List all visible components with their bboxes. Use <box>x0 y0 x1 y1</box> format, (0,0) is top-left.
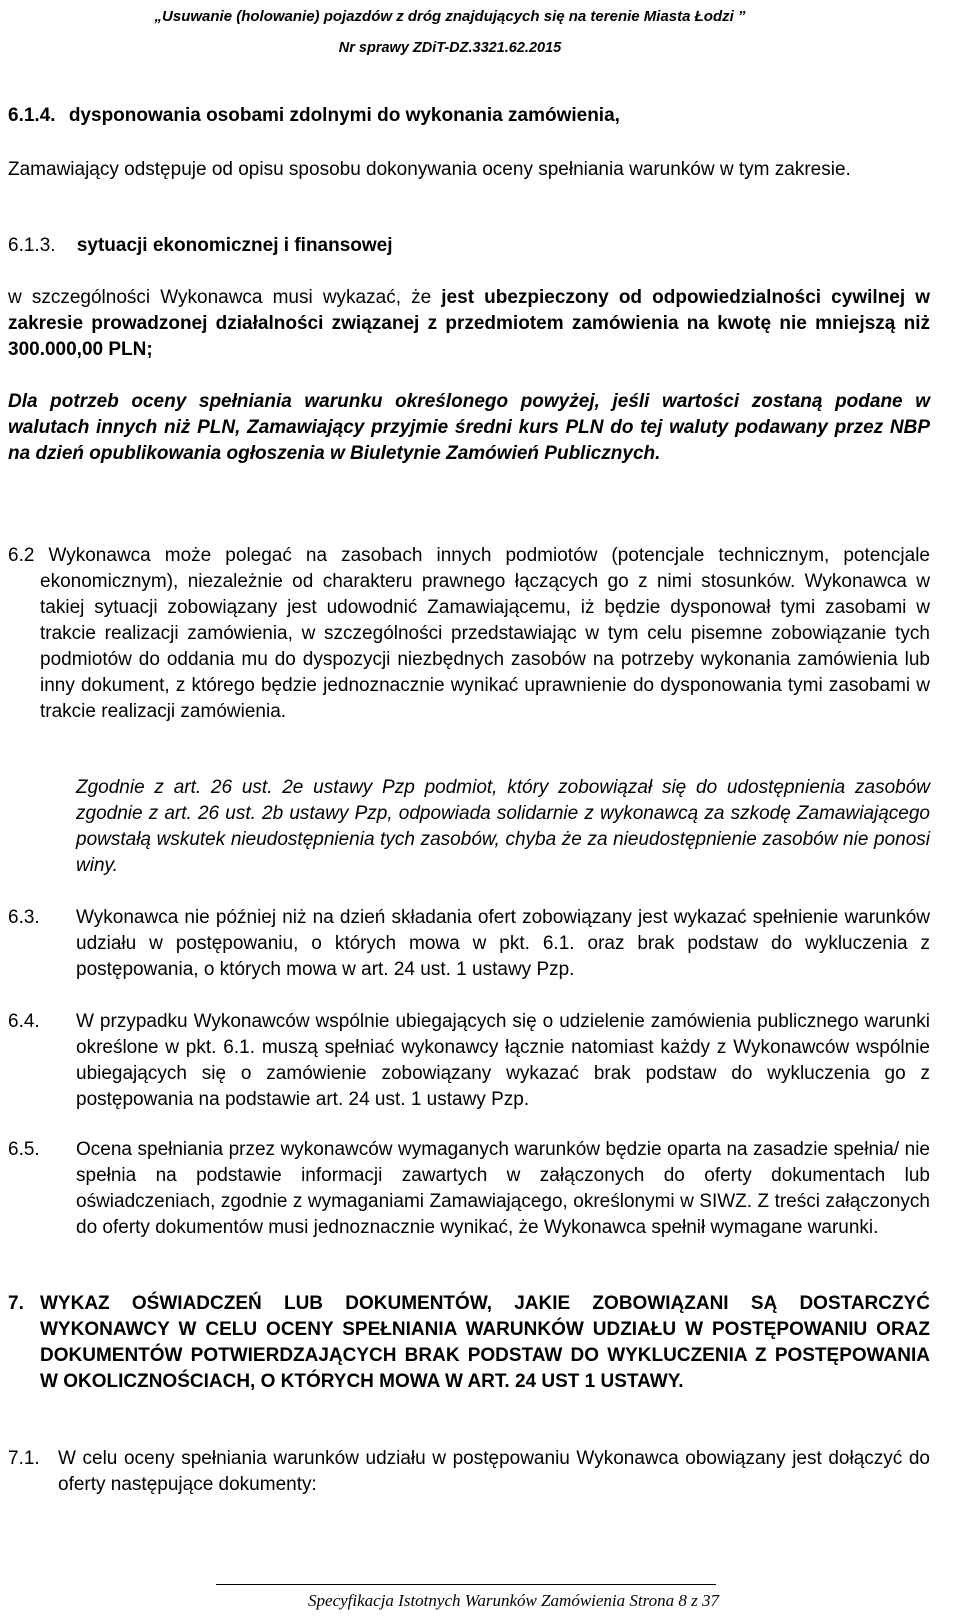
footer-label: Specyfikacja Istotnych Warunków Zamówienia Strona <box>308 1591 679 1610</box>
currency-note: Dla potrzeb oceny spełniania warunku określonego powyżej, jeśli wartości zostaną podane w walutach innych niż PLN, Zamawiający przyjmie średni kurs PLN do tej waluty podawany przez NBP na dzień opublikowania ogłoszenia w Biuletynie Zamówień Publicznych. <box>8 391 930 464</box>
footer-page-total: 37 <box>702 1591 719 1610</box>
section-7-1-number: 7.1. <box>8 1448 40 1469</box>
section-7-heading: WYKAZ OŚWIADCZEŃ LUB DOKUMENTÓW, JAKIE ZOBOWIĄZANI SĄ DOSTARCZYĆ WYKONAWCY W CELU OCENY SPEŁNIANIA WARUNKÓW UDZIAŁU W POSTĘPOWANIU ORAZ DOKUMENTÓW POTWIERDZAJĄCYCH BRAK PODSTAW DO WYKLUCZENIA Z POSTĘPOWANIA W OKOLICZNOŚCIACH, O KTÓRYCH MOWA W ART. 24 UST 1 USTAWY. <box>40 1293 930 1392</box>
page-footer <box>0 1590 960 1612</box>
section-7-number: 7. <box>8 1293 24 1314</box>
section-heading-text: dysponowania osobami zdolnymi do wykonania zamówienia, <box>68 105 620 126</box>
section-6-3-text: Wykonawca nie później niż na dzień składania ofert zobowiązany jest wykazać spełnienie warunków udziału w postępowaniu, o których mowa w pkt. 6.1. oraz brak podstaw do wykluczenia z postępowania, o których mowa w art. 24 ust. 1 ustawy Pzp. <box>76 907 930 980</box>
footer-page-number: 8 <box>678 1591 687 1610</box>
footer-divider <box>216 1584 716 1585</box>
section-6-2-text: 6.2 Wykonawca może polegać na zasobach innych podmiotów (potencjale technicznym, potencjale ekonomicznym), niezależnie od charakteru prawnego łączących go z nimi stosunków. Wykonawca w takiej sytuacji zobowiązany jest udowodnić Zamawiającemu, iż będzie dysponował tymi zasobami w trakcie realizacji zamówienia, w szczególności przedstawiając w tym celu pisemne zobowiązanie tych podmiotów do oddania mu do dyspozycji niezbędnych zasobów na potrzeby wykonania zamówienia lub inny dokument, z którego będzie jednoznacznie wynikać uprawnienie do dysponowania tymi zasobami w trakcie realizacji zamówienia. <box>8 545 930 722</box>
section-heading-text: sytuacji ekonomicznej i finansowej <box>76 235 393 256</box>
section-6-2 <box>8 543 930 725</box>
section-6-1-3-body <box>8 285 930 363</box>
section-6-3-number: 6.3. <box>8 907 40 928</box>
header-title: „Usuwanie (holowanie) pojazdów z dróg znajdujących się na terenie Miasta Łodzi ” <box>154 8 746 25</box>
footer-of: z <box>686 1591 702 1610</box>
section-number: 6.1.4. <box>8 105 56 126</box>
section-6-4-text: W przypadku Wykonawców wspólnie ubiegających się o udzielenie zamówienia publicznego warunki określone w pkt. 6.1. muszą spełniać wykonawcy łącznie natomiast każdy z Wykonawców wspólnie ubiegających się o zamówienie zobowiązany wykazać brak podstaw do wykluczenia go z postępowania na podstawie art. 24 ust. 1 ustawy Pzp. <box>76 1011 930 1110</box>
section-6-2-note: Zgodnie z art. 26 ust. 2e ustawy Pzp podmiot, który zobowiązał się do udostępnienia zasobów zgodnie z art. 26 ust. 2b ustawy Pzp, odpowiada solidarnie z wykonawcą za szkodę Zamawiającego powstałą wskutek nieudostępnienia tych zasobów, chyba że za nieudostępnienie zasobów nie ponosi winy. <box>76 777 930 876</box>
header-case-number: Nr sprawy ZDiT-DZ.3321.62.2015 <box>338 40 562 56</box>
section-6-1-3-heading <box>8 233 938 259</box>
section-6-4-number: 6.4. <box>8 1011 40 1032</box>
insurance-requirement: jest ubezpieczony od odpowiedzialności cywilnej w zakresie prowadzonej działalności związanej z przedmiotem zamówienia na kwotę nie mniejszą niż 300.000,00 PLN; <box>8 287 930 360</box>
section-6-5-text: Ocena spełniania przez wykonawców wymaganych warunków będzie oparta na zasadzie spełnia/ nie spełnia na podstawie informacji zawartych w załączonych do oferty dokumentach lub oświadczeniach, zgodnie z wymaganiami Zamawiającego, określonymi w SIWZ. Z treści załączonych do oferty dokumentów musi jednoznacznie wynikać, że Wykonawca spełnił wymagane warunki. <box>76 1139 930 1238</box>
section-6-1-4-body: Zamawiający odstępuje od opisu sposobu dokonywania oceny spełniania warunków w tym zakresie. <box>8 159 851 180</box>
insurance-requirement-intro: w szczególności Wykonawca musi wykazać, że <box>8 287 442 308</box>
section-7-1-text: W celu oceny spełniania warunków udziału w postępowaniu Wykonawca obowiązany jest dołączyć do oferty następujące dokumenty: <box>58 1448 930 1495</box>
section-6-5-number: 6.5. <box>8 1139 40 1160</box>
section-number: 6.1.3. <box>8 235 56 256</box>
section-6-1-4-heading <box>8 103 938 129</box>
